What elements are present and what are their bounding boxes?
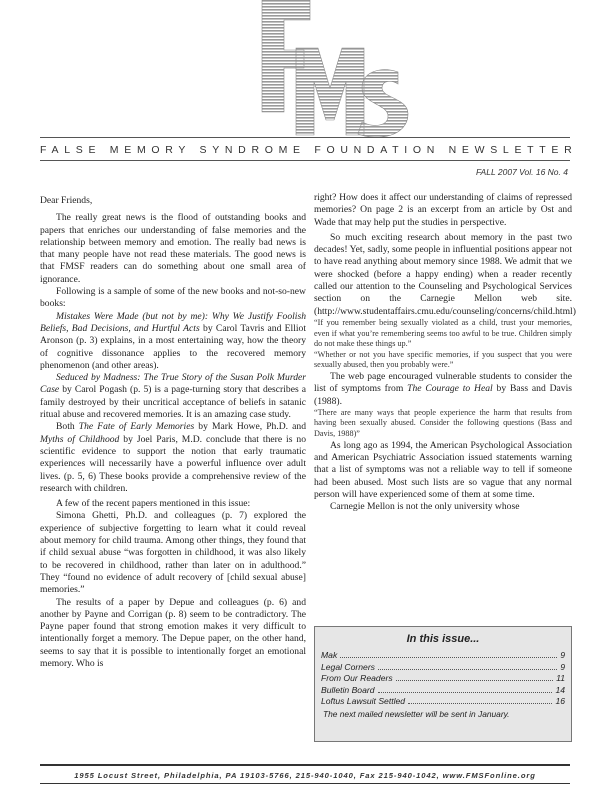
toc-label: Legal Corners — [321, 661, 375, 672]
paragraph: A few of the recent papers mentioned in this issue: — [56, 498, 251, 510]
toc-item[interactable] — [321, 673, 565, 685]
paragraph — [40, 311, 306, 372]
paragraph: As long ago as 1994, the American Psychological Association and American Psychiatric Association issued statements warning that a list of symptoms was not a reliable way to tell if someone had been abused. Most such lists are so vague that any normal person will have experienced some of them at some time. — [314, 439, 572, 500]
toc-page: 9 — [560, 661, 565, 672]
left-column — [40, 195, 306, 670]
paragraph-text: by Bass and Davis (1988). — [314, 383, 572, 407]
book-title: The Fate of Early Memories — [78, 421, 195, 433]
toc-leader — [396, 680, 553, 681]
next-newsletter-note: The next mailed newsletter will be sent in January. — [323, 708, 510, 719]
paragraph: Carnegie Mellon is not the only university whose — [330, 501, 520, 513]
block-quote: “Whether or not you have specific memories, if you suspect that you were sexually abused, then you probably were.” — [314, 349, 572, 370]
fms-logo-graphic — [0, 0, 612, 140]
toc-label: Mak — [321, 650, 338, 660]
paragraph: right? How does it affect our understanding of claims of repressed memories? On page 2 is an excerpt from an article by Ost and Wade that may help put the studies in perspective. — [314, 192, 572, 228]
paragraph: So much exciting research about memory in the past two decades! Yet, sadly, some people in influential positions appear not to have read anything about memory since 1988. We admit that we were shocked (before a happy ending) when a reader recently called our attention to the Counseling and Psychological Services section on the Carnegie Mellon web site. (http://www.studentaffairs.cmu.edu/counseling/concerns/child.html) — [314, 231, 576, 317]
paragraph — [314, 371, 572, 408]
paragraph: Following is a sample of some of the new books and not-so-new books: — [40, 286, 306, 310]
in-this-issue-box — [314, 626, 572, 742]
footer-rule-bottom — [40, 783, 570, 784]
toc-label: From Our Readers — [321, 673, 393, 683]
toc-leader — [378, 692, 553, 693]
paragraph: Simona Ghetti, Ph.D. and colleagues (p. 7) explored the experience of subjective forgetting to learn what it could reveal about memory for child trauma. Among other things, they found that if child sexual abuse “was forgotten in childhood, it was also likely to be recovered in childhood, rather than later on in adulthood.” They “found no evidence of adult recovery of [child sexual abuse] memories.” — [40, 510, 306, 596]
book-title: Seduced by Madness: The True Story of the Susan Polk Murder Case — [40, 372, 306, 396]
paragraph: The results of a paper by Depue and colleagues (p. 6) and another by Payne and Corrigan (p. 8) seem to be contradictory. The Payne paper found that strong emotion makes it very difficult to intentionally forget a memory. The Depue paper, on the other hand, seems to say that it is possible to intentionally forget an emotional memory. Who is — [40, 596, 306, 669]
toc-page: 14 — [555, 684, 565, 695]
toc-leader — [378, 669, 557, 670]
book-title: Myths of Childhood — [40, 433, 120, 445]
paragraph-text: Both — [56, 421, 79, 433]
in-this-issue-heading: In this issue... — [406, 633, 480, 645]
book-title: The Courage to Heal — [407, 383, 493, 395]
toc-item[interactable] — [321, 685, 565, 697]
right-column — [314, 192, 576, 513]
paragraph-text: by Carol Pogash (p. 5) is a page-turning story that describes a family destroyed by their uncritical acceptance of beliefs in satanic ritual abuse and recovered memories. It is an amazing case study. — [40, 384, 306, 421]
block-quote: “There are many ways that people experience the harm that results from having been sexually abused. Consider the following questions (Bass and Davis, 1988)” — [314, 407, 572, 439]
header-rule-bottom — [40, 160, 570, 161]
paragraph-text: The web page encouraged vulnerable students to consider the list of symptoms from — [314, 370, 572, 395]
paragraph: The really great news is the flood of outstanding books and papers that enriches our understanding of false memories and the relationship between memory and emotion. The really bad news is that many people have not read these materials. The good news is that FMSF readers can do something about one small area of ignorance. — [40, 212, 306, 285]
issue-info: FALL 2007 Vol. 16 No. 4 — [476, 167, 568, 177]
header-rule-top — [40, 137, 570, 138]
block-quote: “If you remember being sexually violated as a child, trust your memories, even if what you’re remembering seems too awful to be true. Children simply do not make these things up.” — [314, 317, 572, 349]
paragraph-text: by Carol Tavris and Elliot Aronson (p. 3) explains, in a most entertaining way, how the theory of cognitive dissonance applies to the recovered memory phenomenon (and other areas). — [40, 322, 306, 371]
paragraph — [40, 421, 306, 495]
book-title: Mistakes Were Made (but not by me): Why We Justify Foolish Beliefs, Bad Decisions, and Hurtful Acts — [40, 310, 306, 334]
toc-page: 16 — [555, 696, 565, 706]
paragraph-text: by Joel Paris, M.D. conclude that there is no scientific evidence to support the notion that early traumatic experiences will necessarily have a powerful influence over adult lives. (p. 5, 6) These books provide a comprehensive review of the research with children. — [40, 433, 307, 494]
toc-leader — [340, 657, 557, 658]
toc-page: 11 — [556, 673, 565, 683]
footer-address: 1955 Locust Street, Philadelphia, PA 19103-5766, 215-940-1040, Fax 215-940-1042, www.FMSFonline.org — [74, 771, 536, 780]
paragraph — [40, 372, 306, 421]
toc-item[interactable] — [321, 650, 565, 662]
logo-text: FMS — [0, 0, 3, 1]
toc-leader — [408, 703, 552, 704]
masthead-title: FALSE MEMORY SYNDROME FOUNDATION NEWSLETTER — [40, 144, 578, 156]
footer-rule-top — [40, 764, 570, 766]
toc-item[interactable] — [321, 662, 565, 674]
logo — [0, 0, 612, 140]
toc-label: Loftus Lawsuit Settled — [321, 696, 406, 706]
toc-item[interactable] — [321, 696, 565, 708]
salutation: Dear Friends, — [40, 195, 93, 206]
toc-label: Bulletin Board — [321, 684, 375, 695]
paragraph-text: by Mark Howe, Ph.D. and — [194, 421, 307, 433]
toc-page: 9 — [560, 650, 565, 660]
